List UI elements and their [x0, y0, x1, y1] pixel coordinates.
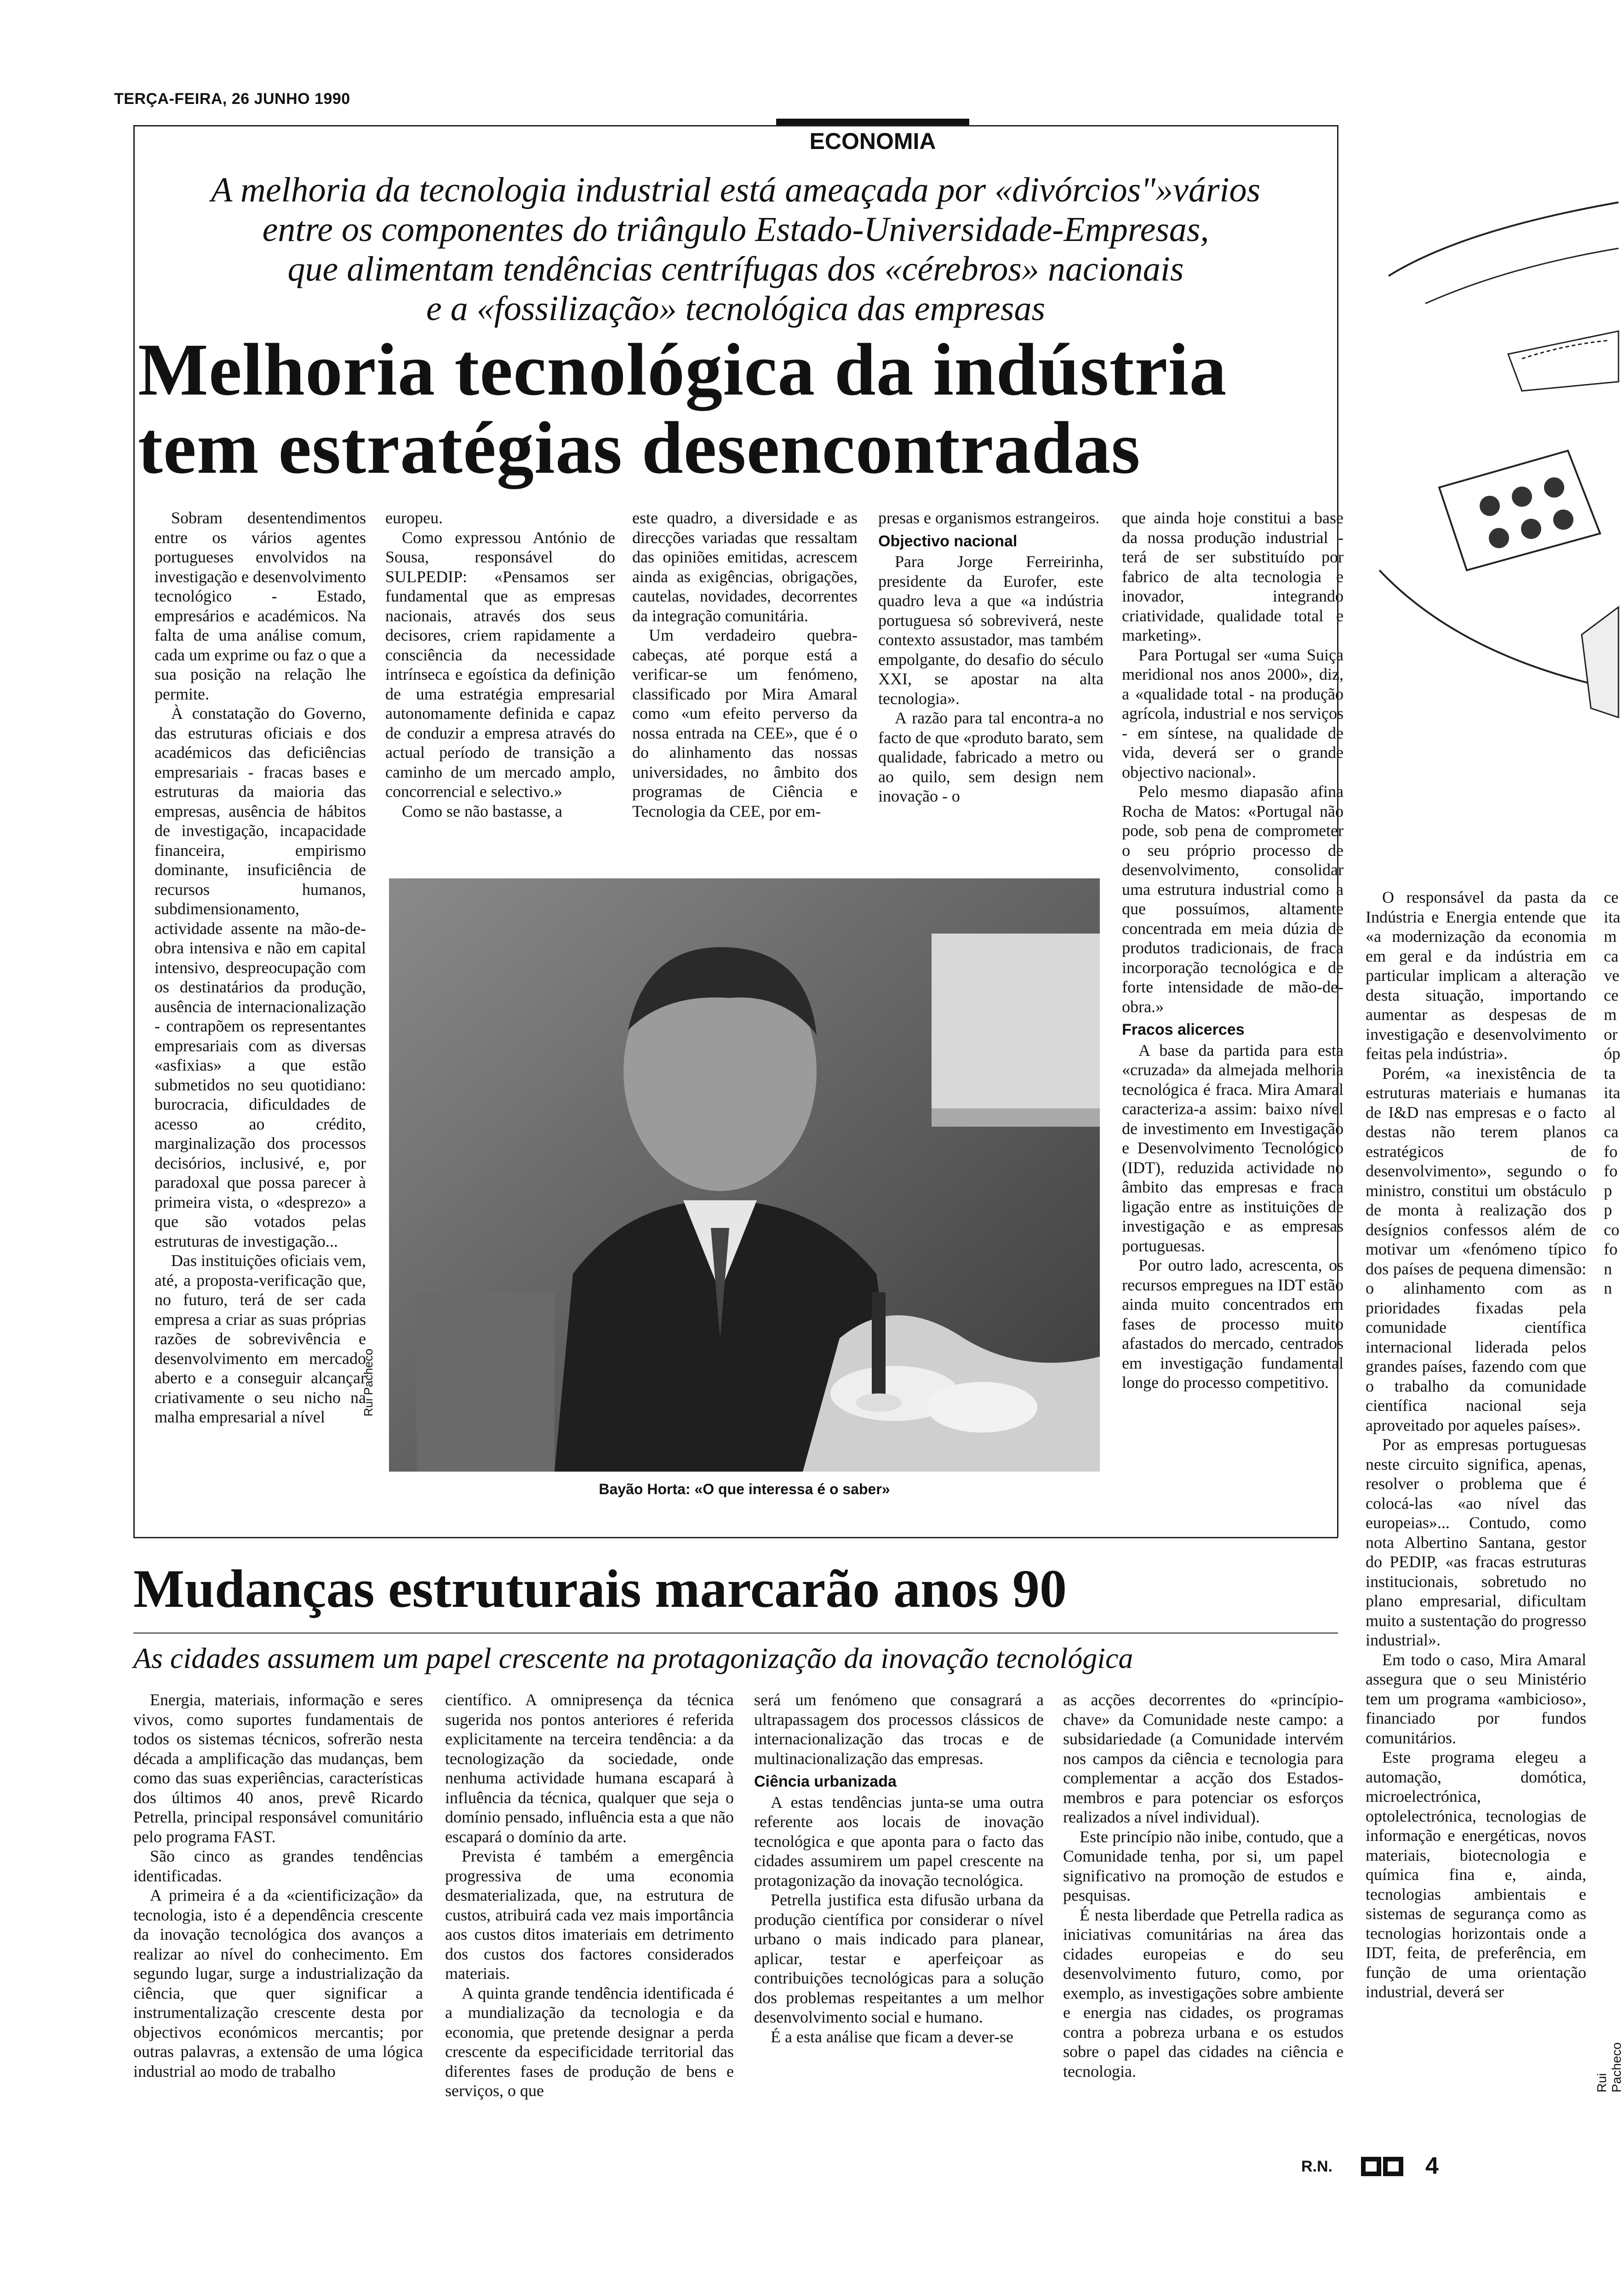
text-fragment: ce: [1604, 888, 1618, 906]
paragraph: É nesta liberdade que Petrella radica as iniciativas comunitárias na área das cidades europeias e do seu desenvolvimento futuro, como, por exemplo, as investigações sobre ambiente e energia nas cidades, os programas contra a pobreza urbana e os estudos sobre o papel das cidades na ciência e tecnologia.: [1063, 1905, 1344, 2080]
paragraph: Em todo o caso, Mira Amaral assegura que o seu Ministério tem um programa «ambicioso», financiado por fundos comunitários.: [1366, 1650, 1586, 1747]
paragraph: Pelo mesmo diapasão afina Rocha de Matos: «Portugal não pode, sob pena de comprometer o seu próprio processo de desenvolvimento, consolidar uma estrutura industrial como a que possuímos, altamente concentrada em meia dúzia de produtos tradicionais, de fraca incorporação tecnológica e de forte intensidade de mão-de-obra.»: [1122, 782, 1344, 1016]
subheading: Fracos alicerces: [1122, 1021, 1245, 1038]
article-box-left-rule: [133, 125, 135, 1537]
portrait-illustration: [389, 878, 1100, 1472]
subheading: Ciência urbanizada: [754, 1773, 897, 1790]
text-fragment: ve: [1604, 966, 1619, 985]
dateline: TERÇA-FEIRA, 26 JUNHO 1990: [114, 90, 350, 108]
paragraph: Das instituições oficiais vem, até, a proposta-verificação que, no futuro, terá de ser cada empresa a criar as suas próprias razões de sobrevivência e desenvolvimento em mercado aberto e a conseguir alcançar criativamente o seu nicho na malha empresarial a nível: [154, 1251, 366, 1426]
text-fragment: al: [1604, 1103, 1616, 1122]
paragraph: será um fenómeno que consagrará a ultrapassagem dos processos clássicos de internacionalização das trocas e de multinacionalização das empresas.: [754, 1691, 1044, 1768]
paragraph: A primeira é a da «cientificização» da tecnologia, isto é a dependência crescente da inovação tecnológica dos avanços a realizar ao nível do conhecimento. Em segundo lugar, surge a industrialização da ciência, que quer significar a instrumentalização crescente desta por objectivos económicos mercantis; por outras palavras, a extensão de uma lógica industrial ao modo de trabalho: [133, 1886, 423, 2080]
paragraph: Por outro lado, acrescenta, os recursos empregues na IDT estão ainda muito concentrados em fases de processo muito afastados do mercado, centrados em investigação fundamental longe do processo competitivo.: [1122, 1256, 1344, 1392]
paragraph: europeu.: [385, 509, 443, 527]
paragraph: Este programa elegeu a automação, domótica, microelectrónica, optolelectrónica, tecnologias de informação e energéticas, novos materiais, biotecnologia e química fina e, ainda, tecnologias ambientais e sistemas de segurança como as tecnologias horizontais onde a IDT, feita, de preferência, em função de uma orientação industrial, deverá ser: [1366, 1748, 1586, 2001]
article2-headline: Mudanças estruturais marcarão anos 90: [133, 1559, 1067, 1619]
text-fragment: co: [1604, 1220, 1619, 1239]
article2-column-4: [1063, 1690, 1344, 2081]
text-fragment: ta: [1604, 1064, 1616, 1083]
paragraph: A razão para tal encontra-a no facto de que «produto barato, sem qualidade, fabricado a metro ou ao quilo, sem design nem inovação - o: [878, 709, 1104, 805]
article-column-2: [385, 508, 615, 821]
article2-column-2: [445, 1690, 734, 2101]
paragraph: presas e organismos estrangeiros.: [878, 509, 1100, 527]
kicker-line: que alimentam tendências centrífugas dos «cérebros» nacionais: [287, 250, 1184, 288]
paragraph: São cinco as grandes tendências identificadas.: [133, 1847, 423, 1885]
section-bar: [776, 119, 969, 125]
text-fragment: n: [1604, 1259, 1612, 1278]
paragraph: A base da partida para esta «cruzada» da almejada melhoria tecnológica é fraca. Mira Amaral caracteriza-a assim: baixo nível de investimento em Investigação e Desenvolvimento Tecnológico (IDT), reduzida actividade no âmbito das empresas e fraca ligação entre as instituições de investigação e as empresas portuguesas.: [1122, 1041, 1344, 1255]
section-label: ECONOMIA: [809, 128, 936, 154]
text-fragment: ce: [1604, 986, 1618, 1004]
paragraph: as acções decorrentes do «princípio-chave» da Comunidade neste campo: a subsidariedade (a Comunidade intervém nos campos da ciência e tecnologia para complementar a acção dos Estados-membros e para potenciar os esforços realizados a nível individual).: [1063, 1691, 1344, 1826]
article-column-5: [1122, 508, 1344, 1393]
article2-column-1: [133, 1690, 423, 2081]
paragraph: Por as empresas portuguesas neste circuito significa, apenas, resolver o problema que é colocá-las «ao nível das europeias»... Contudo, como nota Albertino Santana, gestor do PEDIP, «as fracas estruturas institucionais, sobretudo no plano empresarial, dificultam muito a sustentação do progresso industrial».: [1366, 1435, 1586, 1649]
paragraph: Porém, «a inexistência de estruturas materiais e humanas de I&D nas empresas e o facto destas não terem planos estratégicos de desenvolvimento», segundo o ministro, constitui um obstáculo de monta à realização dos desígnios confessos além de motivar um «fenómeno típico dos países de pequena dimensão: o alinhamento com as prioridades fixadas pela comunidade científica internacional liderada pelos grandes países, fazendo com que o trabalho da comunidade científica nacional seja aproveitado por aqueles países».: [1366, 1064, 1586, 1434]
paragraph: O responsável da pasta da Indústria e Energia entende que «a modernização da economia em geral e da indústria em particular implicam a alteração desta situação, importando aumentar as despesas de investigação e desenvolvimento feitas pela indústria».: [1366, 888, 1586, 1063]
decorative-illustration: [1370, 175, 1618, 809]
headline-line: tem estratégias desencontradas: [138, 407, 1141, 489]
paragraph: A quinta grande tendência identificada é a mundialização da tecnologia e da economia, que pretende designar a perda crescente da especificidade territorial das diferentes fases de produção de bens e serviços, o que: [445, 1983, 734, 2100]
article-column-6: [1366, 888, 1586, 2002]
text-fragment: ca: [1604, 1123, 1618, 1141]
text-fragment: fo: [1604, 1142, 1618, 1161]
article-column-1: [154, 508, 366, 1427]
article-headline: [138, 331, 1343, 487]
portrait-photo: [389, 878, 1100, 1472]
photo-credit: Rui Pacheco: [361, 1348, 375, 1416]
paragraph: À constatação do Governo, das estruturas oficiais e dos académicos das deficiências empresariais - fracas bases e estruturas da maioria das empresas, ausência de hábitos de investigação, incapacidade financeira, empirismo dominante, insuficiência de recursos humanos, subdimensionamento, actividade assente na mão-de-obra intensiva e não em capital intensivo, despreocupação com os destinatários da produção, ausência de internacionalização - contrapõem os representantes empresariais com as diversas «asfixias» a que estão submetidos no seu quotidiano: burocracia, dificuldades de acesso ao crédito, marginalização dos processos decisórios, inclusivé, e, por paradoxal que possa parecer à primeira vista, o «desprezo» a que são votados pelas estruturas de investigação...: [154, 704, 366, 1250]
paragraph: Como expressou António de Sousa, responsável do SULPEDIP: «Pensamos ser fundamental que as empresas nacionais, através dos seus decisores, criem rapidamente a consciência da necessidade intrínseca e egoística da definição de uma estratégia empresarial autonomamente definida e capaz de conduzir a empresa através do actual período de transição a caminho de um mercado amplo, concorrencial e selectivo.»: [385, 528, 615, 801]
text-fragment: m: [1604, 927, 1617, 946]
page-number: 4: [1425, 2153, 1439, 2179]
text-fragment: p: [1604, 1201, 1612, 1219]
photo-caption: Bayão Horta: «O que interessa é o saber»: [599, 1481, 890, 1497]
text-fragment: ita: [1604, 907, 1620, 926]
text-fragment: m: [1604, 1005, 1617, 1024]
kicker-line: A melhoria da tecnologia industrial está ameaçada por «divórcios"»vários: [211, 171, 1261, 209]
side-photo-credit: Rui Pacheco: [1595, 2042, 1624, 2092]
text-fragment: ca: [1604, 946, 1618, 965]
paragraph: este quadro, a diversidade e as direcções variadas que ressaltam das opiniões emitidas, acrescem ainda as exigências, obrigações, cautelas, novidades, decorrentes da integração comunitária.: [632, 509, 858, 625]
headline-line: Melhoria tecnológica da indústria: [138, 329, 1227, 411]
article-box-bottom-rule: [133, 1537, 1338, 1538]
paragraph: Este princípio não inibe, contudo, que a Comunidade tenha, por si, um papel significativo na promoção de estudos e pesquisas.: [1063, 1827, 1344, 1904]
paragraph: Para Jorge Ferreirinha, presidente da Eurofer, este quadro leva a que «a indústria portuguesa só sobreviverá, neste contexto assustador, mas também empolgante, do desafio do século XXI, se apostar na alta tecnologia».: [878, 552, 1104, 708]
paragraph: É a esta análise que ficam a dever-se: [771, 2027, 1013, 2046]
text-fragment: fo: [1604, 1162, 1618, 1180]
paragraph: Como se não bastasse, a: [402, 802, 562, 820]
paragraph: Sobram desentendimentos entre os vários agentes portugueses envolvidos na investigação e desenvolvimento tecnológico - Estado, empresários e académicos. Na falta de uma análise comum, cada um exprime ou faz o que a sua posição na relação lhe permite.: [154, 509, 366, 703]
paragraph: Um verdadeiro quebra-cabeças, até porque está a verificar-se um fenómeno, classificado por Mira Amaral como «um efeito perverso da nossa entrada na CEE», que é o do alinhamento das nossas universidades, no âmbito dos programas de Ciência e Tecnologia da CEE, por em-: [632, 626, 858, 820]
text-fragment: ita: [1604, 1083, 1620, 1102]
paragraph: Petrella justifica esta difusão urbana da produção científica por considerar o nível urbano o mais indicado para planear, aplicar, testar e aperfeiçoar as contribuições tecnológicas para a solução dos problemas respeitantes a um melhor desenvolvimento social e humano.: [754, 1891, 1044, 2026]
text-fragment: n: [1604, 1279, 1612, 1297]
paragraph: científico. A omnipresença da técnica sugerida nos pontos anteriores é referida explicitamente na terceira tendência: a da tecnologização da sociedade, onde nenhuma actividade humana escapará à influência da técnica, qualquer que seja o domínio pensado, influência esta a que não escapará o domínio da arte.: [445, 1691, 734, 1846]
text-fragment: or: [1604, 1025, 1618, 1043]
article-box-top-rule: [133, 125, 1338, 126]
text-fragment: óp: [1604, 1044, 1620, 1063]
article2-column-3: [754, 1690, 1044, 2046]
paragraph: A estas tendências junta-se uma outra referente aos locais de inovação tecnológica e que aponta para o facto das cidades assumirem um papel crescente na protagonização da inovação tecnológica.: [754, 1793, 1044, 1890]
text-fragment: p: [1604, 1181, 1612, 1200]
kicker-line: e a «fossilização» tecnológica das empresas: [426, 289, 1046, 328]
kicker-line: entre os componentes do triângulo Estado-Universidade-Empresas,: [262, 210, 1209, 249]
article-column-7-fragments: [1604, 888, 1618, 1298]
article2-deck: As cidades assumem um papel crescente na protagonização da inovação tecnológica: [133, 1642, 1133, 1674]
article-column-4: [878, 508, 1104, 806]
paragraph: que ainda hoje constitui a base da nossa produção industrial - terá de ser substituído por fabrico de alta tecnologia e inovador, integrando criatividade, qualidade total e marketing».: [1122, 509, 1344, 644]
subheading: Objectivo nacional: [878, 532, 1018, 550]
paragraph: Para Portugal ser «uma Suiça meridional nos anos 2000», diz, a «qualidade total - na produção agrícola, industrial e nos serviços - em síntese, na qualidade de vida, deverá ser o grande objectivo nacional».: [1122, 645, 1344, 781]
newspaper-logo-icon: [1361, 2156, 1407, 2177]
article-kicker: [152, 170, 1320, 328]
text-fragment: fo: [1604, 1240, 1618, 1258]
paragraph: Energia, materiais, informação e seres vivos, como suportes fundamentais de todos os sistemas técnicos, sofrerão nesta década a amplificação das mudanças, bem como das suas experiências, características dos últimos 40 anos, prevê Ricardo Petrella, principal responsável comunitário pelo programa FAST.: [133, 1691, 423, 1846]
paragraph: Prevista é também a emergência progressiva de uma economia desmaterializada, que, na estrutura de custos, atribuirá cada vez mais importância aos custos ditos imateriais em detrimento dos custos dos factores considerados materiais.: [445, 1847, 734, 1983]
article-column-3: [632, 508, 858, 821]
byline: R.N.: [1301, 2158, 1332, 2175]
